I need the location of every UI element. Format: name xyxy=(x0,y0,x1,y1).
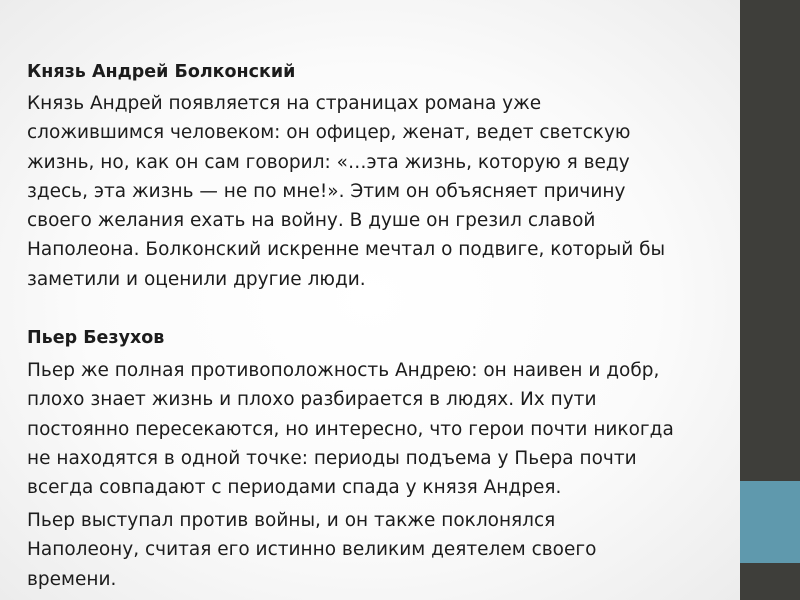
text-line: плохо знает жизнь и плохо разбирается в людях. Их пути xyxy=(27,389,597,411)
text-line: всегда совпадают с периодами спада у князя Андрея. xyxy=(27,477,562,499)
text-line: заметили и оценили другие люди. xyxy=(27,268,366,290)
text-line: жизнь, но, как он сам говорил: «…эта жизнь, которую я веду xyxy=(27,151,630,173)
text-line: времени. xyxy=(27,568,117,590)
section-title-bezukhov: Пьер Безухов xyxy=(27,328,165,348)
sidebar-accent-block xyxy=(740,481,800,563)
text-line: сложившимся человеком: он офицер, женат, ведет светскую xyxy=(27,122,631,144)
text-line: Наполеону, считая его истинно великим деятелем своего xyxy=(27,539,597,561)
section-title-bolkonsky: Князь Андрей Болконский xyxy=(27,62,296,82)
text-line: Пьер же полная противоположность Андрею: он наивен и добр, xyxy=(27,360,660,381)
paragraph-bezukhov-2 xyxy=(27,506,732,594)
text-line: постоянно пересекаются, но интересно, что герои почти никогда xyxy=(27,418,674,440)
text-line: своего желания ехать на войну. В душе он грезил славой xyxy=(27,210,596,232)
paragraph-bezukhov-1 xyxy=(27,356,732,502)
text-line: Князь Андрей появляется на страницах романа уже xyxy=(27,93,542,114)
text-line: здесь, эта жизнь — не по мне!». Этим он объясняет причину xyxy=(27,180,626,202)
text-line: Пьер выступал против войны, и он также поклонялся xyxy=(27,510,556,531)
text-line: Наполеона. Болконский искренне мечтал о подвиге, который бы xyxy=(27,239,666,261)
text-line: не находятся в одной точке: периоды подъема у Пьера почти xyxy=(27,447,637,469)
paragraph-bolkonsky xyxy=(27,89,732,294)
